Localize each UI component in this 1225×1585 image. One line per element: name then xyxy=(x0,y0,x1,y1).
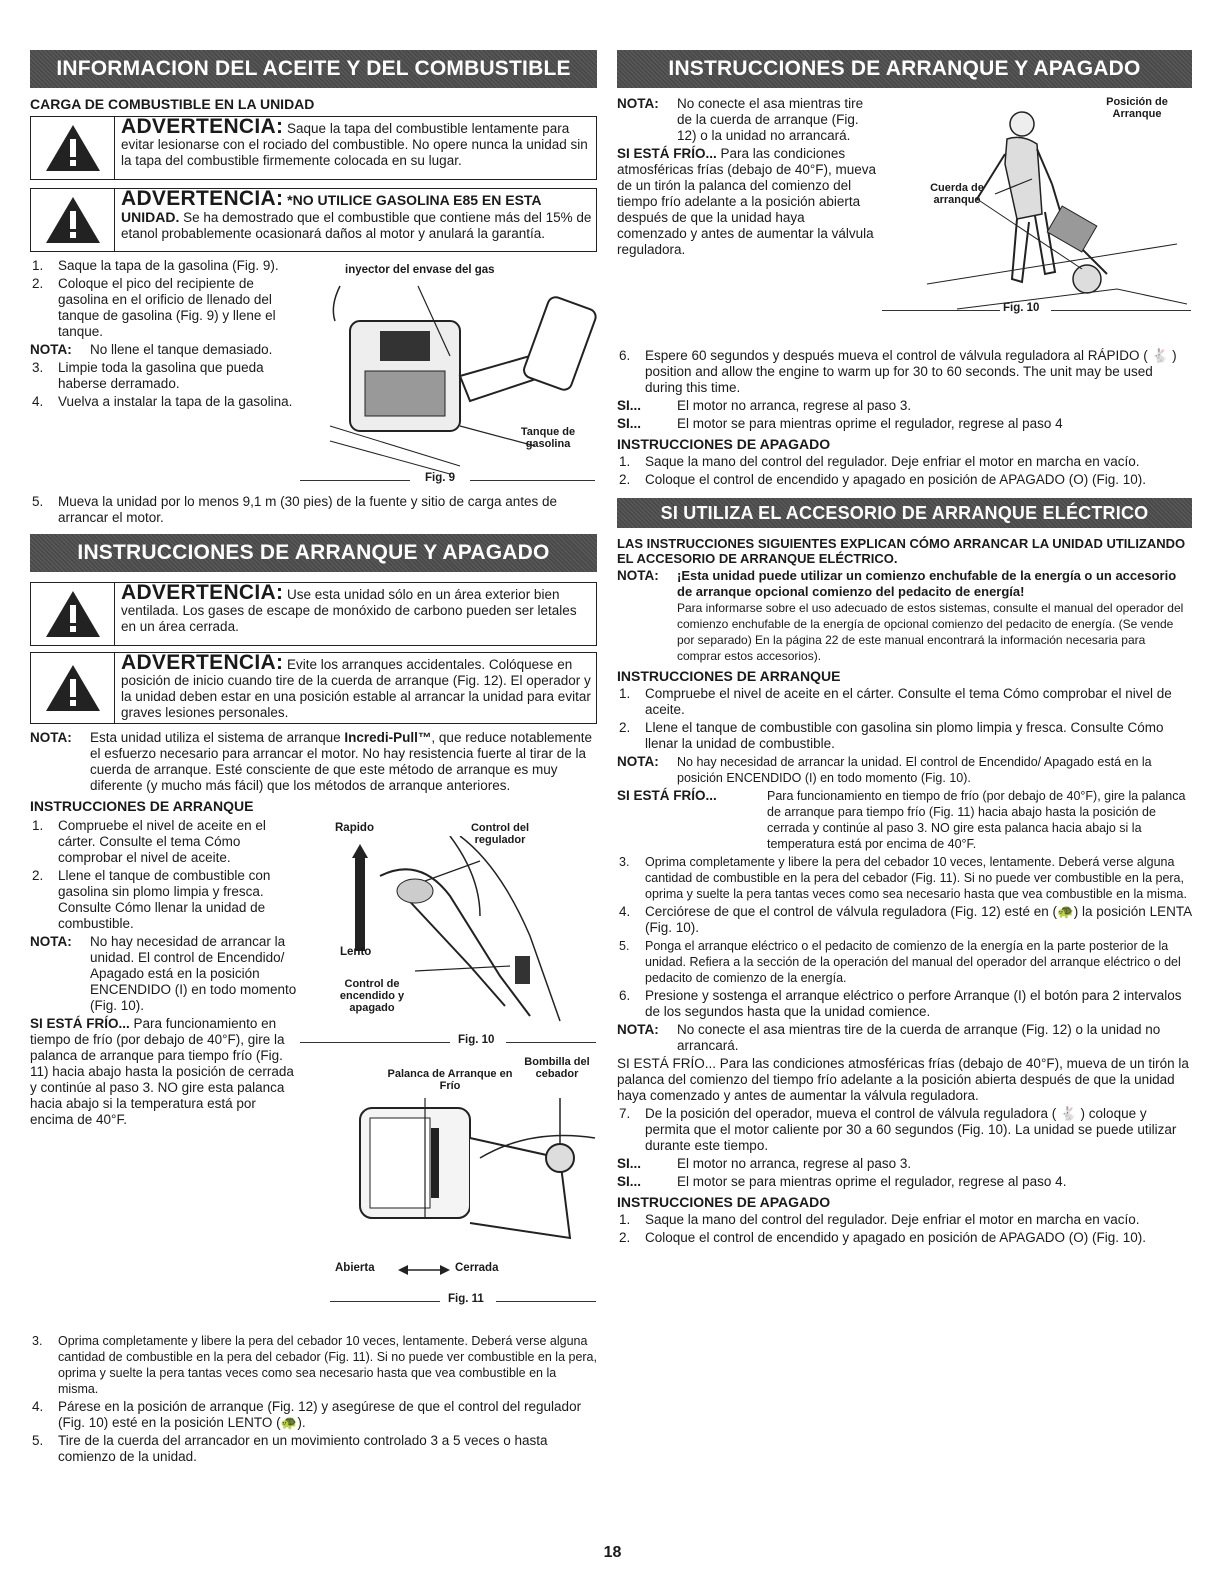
cold-note: SI ESTÁ FRÍO... Para las condiciones atmosféricas frías (debajo de 40°F), mueva de un tirón la palanca del comienzo del tiempo frío adelante a la posición abierta después de que la unidad haya comenzado y antes de aumentar la válvula reguladora. xyxy=(617,1056,1189,1103)
electric-intro: LAS INSTRUCCIONES SIGUIENTES EXPLICAN CÓMO ARRANCAR LA UNIDAD UTILIZANDO EL ACCESORIO DE ARRANQUE ELÉCTRICO. xyxy=(617,536,1186,566)
double-arrow-icon xyxy=(398,1264,450,1276)
fig10r-rule-right xyxy=(1051,310,1191,311)
list-item: 5. Ponga el arranque eléctrico o el pedacito de comienzo de la energía en la parte posterior de la unidad. Refiera a la sección de la operación del manual del operador del arranque eléctrico o del pedacito de comienzo de la energía. xyxy=(619,939,1181,985)
list-item: 2. Llene el tanque de combustible con gasolina sin plomo limpia y fresca. Consulte Cómo llenar la unidad de combustible. xyxy=(32,868,271,931)
list-item: 4. Cerciórese de que el control de válvula reguladora (Fig. 12) esté en (🐢) la posición LENTA (Fig. 10). xyxy=(619,904,1192,935)
if-item: SI... El motor se para mientras oprime el regulador, regrese al paso 4 xyxy=(617,416,1063,431)
list-item: 2. Coloque el control de encendido y apagado en posición de APAGADO (O) (Fig. 10). xyxy=(619,472,1147,487)
fuel-steps-with-fig9 xyxy=(30,256,597,526)
warning-text: Se ha demostrado que el combustible que contiene más del 15% de etanol probablemente ocasionará daños al motor y anulará la garantía. xyxy=(121,210,592,241)
cold-note: SI ESTÁ FRÍO... Para las condiciones atmosféricas frías (debajo de 40°F), mueva de un tirón la palanca del comienzo del tiempo frío adelante a la posición abierta después de que la unidad haya comenzado y antes de aumentar la válvula reguladora. xyxy=(617,146,877,257)
fig10r-caption: Fig. 10 xyxy=(1003,302,1040,314)
warning-text: Use esta unidad sólo en un área exterior bien ventilada. Los gases de escape de monóxido de carbono pueden ser letales en un área cerrada. xyxy=(121,587,577,634)
warning-box-e85 xyxy=(30,188,597,252)
banner-start-stop-left: INSTRUCCIONES DE ARRANQUE Y APAGADO xyxy=(30,534,597,572)
list-item: 3. Oprima completamente y libere la pera del cebador 10 veces, lentamente. Deberá verse alguna cantidad de combustible en la pera del cebador (Fig. 11). Si no puede ver combustible en la pera, oprima y suelte la pera tantas veces como sea necesario hasta que vea combustible en la misma. xyxy=(619,855,1187,901)
list-item: 6. Espere 60 segundos y después mueva el control de válvula reguladora al RÁPIDO ( 🐇 ) position and allow the engine to warm up for 30 to 60 seconds. The unit may be used during this time. xyxy=(619,348,1177,395)
fig10-rule-right xyxy=(506,1042,596,1043)
fig11-label-bombilla: Bombilla del cebador xyxy=(524,1056,590,1080)
warning-caps: *NO UTILICE GASOLINA E85 EN ESTA UNIDAD. xyxy=(121,192,542,225)
if-item: SI... El motor no arranca, regrese al paso 3. xyxy=(617,1156,912,1171)
note: NOTA: No hay necesidad de arrancar la unidad. El control de Encendido/ Apagado está en la posición ENCENDIDO (I) en todo momento (Fig. 10). xyxy=(617,754,1152,785)
fig9-caption: Fig. 9 xyxy=(425,472,456,484)
fig-label-posicion: Posición de Arranque xyxy=(1106,96,1168,120)
fig11-label-abierta: Abierta xyxy=(335,1262,375,1274)
banner-start-stop-right: INSTRUCCIONES DE ARRANQUE Y APAGADO xyxy=(617,50,1192,88)
list-item: 4. Párese en la posición de arranque (Fig. 12) y asegúrese de que el control del regulador (Fig. 10) esté en la posición LENTO (🐢). xyxy=(32,1399,582,1430)
list-item: 5. Mueva la unidad por lo menos 9,1 m (30 pies) de la fuente y sitio de carga antes de arrancar el motor. xyxy=(32,494,558,525)
warning-text: Saque la tapa del combustible lentamente para evitar lesionarse con el rociado del combustible. No opere nunca la unidad sin la tapa del combustible firmemente colocada en su lugar. xyxy=(121,121,588,168)
fig11-choke-illustration xyxy=(330,1098,600,1258)
note-electric: NOTA: ¡Esta unidad puede utilizar un comienzo enchufable de la energía o un accesorio de arranque opcional comienzo del pedacito de energía! Para informarse sobre el uso adecuado de estos sistemas, consulte el manual del operador del comienzo enchufable de la energía de opcional comienzo del pedacito de energía. (Se vende por separado) En la página 22 de este manual encontrará la información necesaria para comprar estos accesorios). xyxy=(617,568,1184,663)
fig-label-cuerda: Cuerda de arranque xyxy=(930,182,984,206)
fig10-label-control-enc: Control de encendido y apagado xyxy=(339,978,405,1014)
fig10-label-lento: Lento xyxy=(340,946,372,958)
warning-triangle-icon xyxy=(31,117,115,179)
warning-title: ADVERTENCIA: xyxy=(121,187,284,210)
list-item: 1. Compruebe el nivel de aceite en el cárter. Consulte el tema Cómo comprobar el nivel de aceite. xyxy=(32,818,266,865)
fig11-rule-left xyxy=(330,1301,440,1302)
list-item: 5. Tire de la cuerda del arrancador en un movimiento controlado 3 a 5 veces o hasta comienzo de la unidad. xyxy=(32,1433,548,1464)
list-item: 1. Compruebe el nivel de aceite en el cárter. Consulte el tema Cómo comprobar el nivel de aceite. xyxy=(619,686,1172,717)
warning-triangle-icon xyxy=(31,189,115,251)
note: NOTA: No conecte el asa mientras tire de la cuerda de arranque (Fig. 12) o la unidad no arrancará. xyxy=(617,1022,1161,1053)
fig9-label-injector: inyector del envase del gas xyxy=(345,264,495,276)
note: NOTA: No conecte el asa mientras tire de la cuerda de arranque (Fig. 12) o la unidad no arrancará. xyxy=(617,96,864,143)
list-item: 6. Presione y sostenga el arranque eléctrico o perfore Arranque (I) el botón para 2 intervalos de los segundos hasta que la unidad comience. xyxy=(619,988,1182,1019)
fig10-label-control-reg: Control del regulador xyxy=(470,822,530,846)
list-item: 2. Coloque el pico del recipiente de gasolina en el orificio de llenado del tanque de gasolina (Fig. 9) y llene el tanque. xyxy=(32,276,276,339)
warning-title: ADVERTENCIA: xyxy=(121,581,284,604)
list-item: 3. Limpie toda la gasolina que pueda haberse derramado. xyxy=(32,360,264,391)
list-item: 2. Llene el tanque de combustible con gasolina sin plomo limpia y fresca. Consulte Cómo llenar la unidad de combustible. xyxy=(619,720,1164,751)
list-item: 1. Saque la mano del control del regulador. Deje enfriar el motor en marcha en vacío. xyxy=(619,1212,1140,1227)
warning-title: ADVERTENCIA: xyxy=(121,651,284,674)
fig10-caption: Fig. 10 xyxy=(458,1034,495,1046)
warning-text: Evite los arranques accidentales. Colóquese en posición de inicio cuando tire de la cuerda de arranque (Fig. 12). El operador y la unidad deben estar en una posición estable al arrancar la unidad para evitar graves lesiones personales. xyxy=(121,657,591,720)
start-steps-with-figs xyxy=(30,816,597,1331)
fig11-rule-right xyxy=(496,1301,596,1302)
banner-oil-fuel: INFORMACION DEL ACEITE Y DEL COMBUSTIBLE xyxy=(30,50,597,88)
fig11-label-cerrada: Cerrada xyxy=(455,1262,499,1274)
warning-title: ADVERTENCIA: xyxy=(121,115,284,138)
warning-box-ventilation xyxy=(30,582,597,646)
note: NOTA: No hay necesidad de arrancar la unidad. El control de Encendido/ Apagado está en la posición ENCENDIDO (I) en todo momento (Fig. 10). xyxy=(30,934,297,1013)
warning-triangle-icon xyxy=(31,583,115,645)
off-heading-2: INSTRUCCIONES DE APAGADO xyxy=(617,1194,831,1210)
fig9-label-tank: Tanque de gasolina xyxy=(520,426,576,450)
banner-electric-start: SI UTILIZA EL ACCESORIO DE ARRANQUE ELÉCTRICO xyxy=(617,498,1192,528)
list-item: 3. Oprima completamente y libere la pera del cebador 10 veces, lentamente. Deberá verse alguna cantidad de combustible en la pera del cebador (Fig. 11). Si no puede ver combustible en la pera, oprima y suelte la pera tantas veces como sea necesario hasta que vea combustible en la misma. xyxy=(32,1334,597,1396)
start-heading-right: INSTRUCCIONES DE ARRANQUE xyxy=(617,668,841,684)
start-heading-left: INSTRUCCIONES DE ARRANQUE xyxy=(30,798,254,814)
fig9-rule-right xyxy=(470,480,595,481)
fig11-caption: Fig. 11 xyxy=(448,1293,484,1305)
warning-box-fuel-cap xyxy=(30,116,597,180)
if-item: SI... El motor no arranca, regrese al paso 3. xyxy=(617,398,912,413)
off-heading-1: INSTRUCCIONES DE APAGADO xyxy=(617,436,831,452)
list-item: 1. Saque la tapa de la gasolina (Fig. 9). xyxy=(32,258,279,273)
list-item: 4. Vuelva a instalar la tapa de la gasolina. xyxy=(32,394,293,409)
starting-position-illustration xyxy=(917,104,1187,324)
right-column xyxy=(617,50,1192,1248)
list-item: 2. Coloque el control de encendido y apagado en posición de APAGADO (O) (Fig. 10). xyxy=(619,1230,1147,1245)
page-number: 18 xyxy=(603,1544,622,1561)
note-incredi-pull: NOTA: Esta unidad utiliza el sistema de arranque Incredi-Pull™, que reduce notablemente el esfuerzo necesario para arrancar el motor. No hay resistencia fuerte al tirar de la cuerda de arranque. Esté consciente de que este método de arranque es muy diferente (y mucho más fácil) que los métodos de arranque anteriores. xyxy=(30,730,593,793)
fig10r-rule-left xyxy=(882,310,1000,311)
cold-note: SI ESTÁ FRÍO... Para funcionamiento en tiempo de frío (por debajo de 40°F), gire la palanca de arranque para tiempo frío (Fig. 11) hacia abajo hasta la posición de cerrada y continúe al paso 3. NO gire esta palanca hacia abajo si la temperatura está por encima de 40°F. xyxy=(617,788,1186,851)
fig9-rule-left xyxy=(300,480,410,481)
warning-triangle-icon xyxy=(31,653,115,723)
left-column xyxy=(30,50,597,1467)
fig10-rule-left xyxy=(300,1042,450,1043)
warning-box-accidental-start xyxy=(30,652,597,724)
fuel-heading: CARGA DE COMBUSTIBLE EN LA UNIDAD xyxy=(30,96,315,112)
right-top-with-fig xyxy=(617,94,1192,346)
if-item: SI... El motor se para mientras oprime el regulador, regrese al paso 4. xyxy=(617,1174,1067,1189)
list-item: 7. De la posición del operador, mueva el control de válvula reguladora ( 🐇 ) coloque y permita que el motor caliente por 30 a 60 segundos (Fig. 10). La unidad se puede utilizar durante este tiempo. xyxy=(619,1106,1177,1153)
cold-note: SI ESTÁ FRÍO... Para funcionamiento en tiempo de frío (por debajo de 40°F), gire la palanca de arranque para tiempo frío (Fig. 11) hacia abajo hasta la posición de cerrada y continúe al paso 3. NO gire esta palanca hacia abajo si la temperatura está por encima de 40°F. xyxy=(30,1016,294,1127)
note: NOTA: No llene el tanque demasiado. xyxy=(30,342,273,357)
fig11-label-palanca: Palanca de Arranque en Frío xyxy=(387,1068,513,1092)
list-item: 1. Saque la mano del control del regulador. Deje enfriar el motor en marcha en vacío. xyxy=(619,454,1140,469)
fig10-label-rapido: Rapido xyxy=(335,822,374,834)
